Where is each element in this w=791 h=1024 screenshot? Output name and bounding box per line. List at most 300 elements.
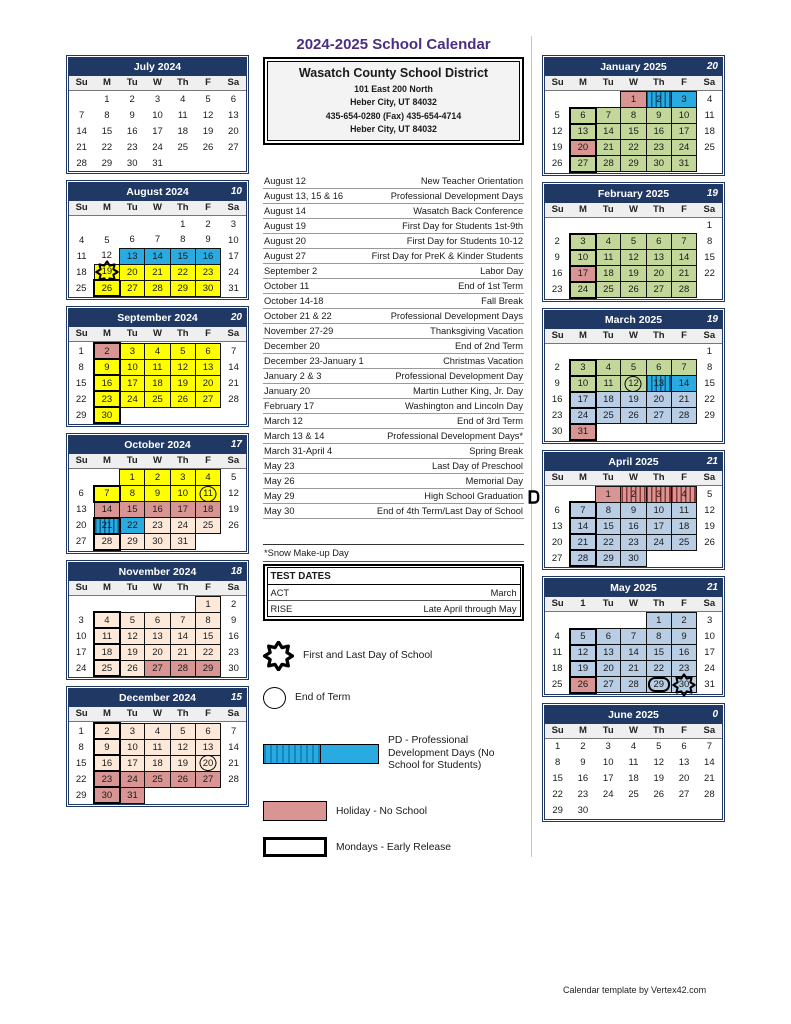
weekday-label: W: [153, 708, 162, 719]
day-cell: 24: [152, 141, 163, 153]
month-october-2024: [66, 433, 249, 554]
day-cell: [596, 218, 621, 234]
weekday-label: W: [629, 203, 638, 215]
day-cell: [671, 218, 696, 234]
weekday-label: Sa: [703, 203, 716, 215]
day-cell: 15: [552, 773, 563, 784]
day-cell: [195, 155, 220, 171]
month-june-2025: [542, 703, 725, 822]
day-cell: 24: [704, 663, 715, 674]
day-cell: 21: [228, 757, 239, 769]
day-cell: [170, 407, 195, 423]
month-header: [69, 183, 246, 201]
day-cell: 2: [129, 93, 135, 105]
day-cell: [596, 424, 621, 440]
event-description: New Teacher Orientation: [420, 176, 523, 187]
month-header: [545, 579, 722, 597]
day-cell: 11: [145, 739, 170, 755]
day-cell: 28: [170, 660, 195, 676]
weekday-label: Sa: [703, 598, 716, 609]
event-row: [263, 234, 524, 249]
day-cell: 24: [120, 391, 145, 407]
day-cell: 27: [570, 156, 595, 172]
day-cell: 5: [170, 343, 195, 359]
event-date: October 11: [264, 281, 310, 292]
day-cell: [697, 424, 722, 440]
district-address-line: Heber City, UT 84032: [350, 124, 437, 134]
day-cell: 13: [678, 757, 690, 768]
event-date: August 20: [264, 236, 306, 247]
day-cell: 20: [120, 264, 145, 280]
event-date: March 12: [264, 415, 303, 426]
day-cell: 26: [570, 677, 595, 693]
day-cell: 25: [177, 141, 189, 153]
weekday-label: Tu: [602, 329, 614, 341]
weekday-label: M: [102, 455, 111, 466]
event-date: January 20: [264, 385, 310, 396]
month-header: [545, 185, 722, 203]
day-cell: 26: [551, 158, 563, 169]
month-name: June 2025: [608, 708, 659, 721]
day-cell: 30: [195, 280, 220, 296]
weekday-label: Su: [551, 77, 564, 88]
day-cell: 27: [646, 408, 671, 424]
weekday-label: W: [153, 202, 162, 213]
day-cell: 28: [76, 157, 87, 169]
month-september-2024: [66, 306, 249, 427]
day-cell: 22: [704, 394, 715, 405]
month-header: [545, 58, 722, 76]
day-cell: 20: [551, 536, 563, 548]
weekday-row: [69, 201, 246, 216]
day-cell: 6: [596, 629, 621, 645]
weekday-label: Th: [176, 202, 189, 213]
day-cell: 8: [104, 109, 110, 121]
day-cell: 15: [101, 125, 113, 137]
day-cell: 15: [75, 377, 87, 389]
event-row: [263, 474, 524, 489]
day-cell: 7: [230, 725, 237, 737]
day-cell: 10: [120, 739, 145, 755]
month-header: [69, 563, 246, 581]
day-cell: 4: [671, 486, 696, 502]
weekday-row: [545, 329, 722, 344]
legend-end-of-term: End of Term: [263, 687, 524, 709]
day-cell: 9: [205, 234, 211, 246]
day-cell: [570, 92, 595, 108]
weekday-label: Th: [176, 77, 189, 88]
event-row: [263, 264, 524, 279]
event-date: December 20: [264, 341, 320, 352]
day-cell: 5: [656, 741, 662, 752]
day-cell: 25: [596, 408, 621, 424]
district-address-line: 101 East 200 North: [354, 83, 433, 94]
day-cell: 7: [170, 612, 195, 628]
graduation-cap-icon: [527, 489, 540, 505]
day-cell: 20: [145, 644, 170, 660]
day-cell: [221, 534, 246, 550]
day-cell: 20: [570, 140, 595, 156]
day-cell: 23: [577, 789, 589, 800]
day-cell: [671, 424, 696, 440]
day-cell: 15: [195, 628, 220, 644]
weekday-label: Th: [652, 329, 665, 341]
day-grid: [69, 722, 246, 804]
day-cell: 16: [577, 773, 589, 784]
day-cell: 17: [170, 502, 195, 518]
legend-first-last-day: First and Last Day of School: [263, 641, 524, 671]
weekday-label: Sa: [703, 77, 716, 88]
day-cell: 16: [145, 502, 170, 518]
legend-holiday: Holiday - No School: [263, 801, 524, 821]
day-cell: [570, 486, 595, 502]
day-cell: 14: [570, 518, 595, 534]
district-info-box: [263, 57, 524, 145]
day-cell: 12: [228, 488, 239, 499]
day-cell: 27: [195, 771, 220, 787]
day-cell: 31: [120, 787, 145, 803]
snow-makeup-note: *Snow Make-up Day: [263, 544, 524, 562]
day-cell: 2: [145, 470, 170, 486]
day-cell: 19: [94, 264, 119, 280]
weekday-label: Sa: [227, 202, 240, 213]
day-cell: 1: [78, 725, 84, 737]
day-grid: [545, 739, 722, 819]
day-cell: 15: [704, 378, 715, 389]
month-name: July 2024: [133, 61, 182, 73]
day-cell: 5: [554, 110, 560, 121]
day-cell: 28: [671, 282, 696, 298]
day-cell: 3: [605, 741, 611, 752]
day-cell: 2: [230, 598, 237, 610]
day-cell: 1: [180, 218, 186, 230]
day-cell: 26: [170, 771, 195, 787]
school-days-count: 17: [230, 439, 242, 450]
day-cell: 21: [671, 392, 696, 408]
day-cell: 27: [75, 536, 87, 547]
event-description: End of 1st Term: [458, 281, 523, 292]
day-cell: 22: [596, 534, 621, 550]
day-cell: 4: [145, 723, 170, 739]
weekday-label: W: [153, 328, 162, 339]
day-cell: 4: [630, 741, 637, 752]
day-cell: 8: [78, 361, 84, 373]
day-cell: 29: [552, 805, 563, 816]
day-cell: [195, 787, 220, 803]
event-row: [263, 399, 524, 414]
day-cell: 22: [195, 644, 220, 660]
day-cell: 31: [671, 156, 696, 172]
weekday-label: M: [578, 724, 587, 736]
day-cell: [596, 803, 621, 819]
day-cell: 23: [145, 518, 170, 534]
day-cell: 9: [646, 108, 671, 124]
day-cell: 1: [706, 346, 712, 357]
month-august-2024: [66, 180, 249, 300]
day-cell: 2: [554, 362, 560, 373]
day-cell: 31: [170, 534, 195, 550]
weekday-label: Sa: [703, 329, 716, 341]
day-cell: 22: [704, 268, 715, 279]
day-cell: [671, 803, 696, 819]
event-date: August 27: [264, 251, 306, 262]
weekday-label: Th: [652, 598, 665, 609]
event-description: Thanksgiving Vacation: [430, 326, 523, 337]
weekday-label: F: [205, 455, 211, 466]
day-cell: 15: [75, 757, 87, 769]
day-cell: 1: [120, 470, 145, 486]
day-cell: 15: [646, 645, 671, 661]
day-grid: [69, 91, 246, 171]
weekday-label: Su: [551, 598, 564, 609]
day-cell: 13: [120, 248, 145, 264]
day-cell: [221, 787, 246, 803]
day-cell: 25: [145, 391, 170, 407]
event-description: Labor Day: [480, 266, 523, 277]
day-cell: 24: [671, 140, 696, 156]
school-days-count: 18: [230, 565, 242, 577]
month-header: [69, 436, 246, 454]
day-cell: 3: [154, 93, 161, 105]
day-cell: 15: [596, 518, 621, 534]
day-cell: 27: [646, 282, 671, 298]
day-cell: 6: [145, 612, 170, 628]
school-days-count: 21: [706, 455, 718, 467]
day-cell: 11: [671, 502, 696, 518]
month-name: September 2024: [117, 312, 198, 324]
day-cell: 9: [94, 359, 119, 375]
day-cell: 22: [75, 773, 87, 785]
day-cell: [120, 596, 145, 612]
test-dates-title: TEST DATES: [268, 568, 520, 585]
day-cell: [621, 218, 646, 234]
day-cell: 9: [580, 757, 586, 768]
day-cell: 19: [621, 392, 646, 408]
day-cell: 23: [94, 771, 119, 787]
weekday-row: [545, 76, 722, 91]
day-cell: 26: [704, 536, 715, 548]
day-cell: 25: [551, 679, 563, 690]
day-cell: 25: [628, 789, 639, 800]
day-cell: 27: [120, 280, 145, 296]
day-cell: 27: [195, 391, 220, 407]
day-cell: 11: [628, 757, 639, 768]
day-cell: 20: [75, 520, 87, 531]
weekday-row: [545, 724, 722, 739]
weekday-label: Sa: [703, 471, 716, 483]
event-date: October 21 & 22: [264, 311, 332, 322]
month-january-2025: [542, 55, 725, 176]
month-name: May 2025: [610, 582, 657, 594]
day-cell: 2: [646, 92, 671, 108]
day-cell: 26: [202, 141, 214, 153]
event-description: End of 2nd Term: [454, 341, 523, 352]
day-cell: 29: [75, 409, 87, 421]
weekday-label: F: [205, 77, 211, 88]
day-cell: 22: [120, 518, 145, 534]
weekday-label: Th: [652, 471, 665, 483]
month-header: [545, 311, 722, 329]
day-cell: 29: [120, 534, 145, 550]
event-description: Professional Development Days: [390, 191, 523, 202]
event-row: [263, 219, 524, 234]
day-cell: 1: [706, 220, 712, 231]
weekday-label: M: [102, 77, 111, 88]
day-cell: [221, 407, 246, 423]
day-cell: 23: [195, 264, 220, 280]
day-cell: 13: [195, 359, 220, 375]
weekday-label: Su: [75, 77, 88, 88]
day-cell: 14: [704, 757, 715, 768]
day-cell: 29: [621, 156, 646, 172]
event-description: High School Graduation: [424, 490, 523, 501]
day-cell: 12: [621, 250, 646, 266]
day-cell: 9: [94, 739, 119, 755]
day-cell: 22: [75, 393, 87, 405]
day-cell: 23: [126, 141, 138, 153]
day-cell: 18: [145, 375, 170, 391]
test-dates-row: RISE Late April through May: [270, 603, 517, 614]
day-cell: 22: [552, 789, 563, 800]
day-cell: 14: [94, 502, 119, 518]
weekday-label: Su: [551, 329, 564, 341]
graduation-marker: [648, 677, 670, 692]
day-cell: [545, 613, 570, 629]
event-date: October 14-18: [264, 296, 324, 307]
day-cell: 2: [621, 486, 646, 502]
day-cell: 4: [596, 234, 621, 250]
month-name: March 2025: [604, 313, 663, 326]
day-cell: 8: [195, 612, 220, 628]
day-cell: 12: [170, 359, 195, 375]
day-cell: 9: [230, 614, 237, 626]
day-cell: 2: [94, 343, 119, 359]
day-cell: 12: [202, 109, 214, 121]
day-cell: 12: [621, 376, 646, 392]
day-cell: 19: [621, 266, 646, 282]
event-date: January 2 & 3: [264, 370, 322, 381]
event-row: [263, 339, 524, 354]
month-april-2025: [542, 450, 725, 571]
day-cell: 14: [145, 248, 170, 264]
event-date: February 17: [264, 400, 315, 411]
weekday-row: [69, 76, 246, 91]
day-cell: 26: [228, 520, 239, 531]
day-cell: 6: [195, 723, 220, 739]
weekday-label: Th: [652, 77, 665, 88]
month-header: [69, 689, 246, 707]
day-cell: 17: [228, 250, 239, 262]
weekday-label: M: [102, 328, 111, 339]
monday-swatch: [263, 837, 327, 857]
day-cell: 22: [646, 661, 671, 677]
day-cell: 8: [554, 757, 561, 768]
school-days-count: 20: [706, 61, 718, 72]
weekday-label: Tu: [126, 328, 138, 339]
day-cell: 10: [228, 234, 239, 246]
day-cell: 10: [170, 486, 195, 502]
day-cell: 4: [145, 343, 170, 359]
day-cell: 5: [621, 234, 646, 250]
weekday-label: Su: [551, 471, 564, 483]
day-cell: 29: [596, 550, 621, 566]
event-description: Washington and Lincoln Day: [404, 400, 523, 411]
day-cell: 22: [621, 140, 646, 156]
day-cell: 29: [195, 660, 220, 676]
event-description: Spring Break: [469, 445, 523, 456]
day-cell: 11: [177, 109, 188, 121]
weekday-label: W: [153, 77, 162, 88]
day-cell: [596, 613, 621, 629]
day-cell: 31: [228, 282, 239, 294]
day-cell: 16: [551, 268, 563, 279]
day-cell: 21: [170, 644, 195, 660]
event-row: [263, 354, 524, 369]
month-may-2025: [542, 576, 725, 697]
day-cell: 5: [230, 472, 237, 483]
day-cell: 1: [596, 486, 621, 502]
day-cell: [69, 91, 94, 107]
event-date: August 13, 15 & 16: [264, 191, 344, 202]
day-cell: 1: [104, 93, 110, 105]
weekday-label: F: [205, 581, 211, 593]
month-name: January 2025: [600, 61, 667, 73]
month-name: December 2024: [118, 692, 197, 704]
weekday-label: Tu: [126, 77, 138, 88]
weekday-label: Sa: [227, 581, 240, 593]
day-cell: 2: [580, 741, 586, 752]
district-address-line: Heber City, UT 84032: [350, 97, 437, 107]
day-cell: 16: [126, 125, 138, 137]
day-cell: [646, 550, 671, 566]
day-cell: 1: [554, 741, 561, 752]
day-cell: 5: [104, 234, 110, 246]
weekday-label: F: [681, 203, 687, 215]
day-cell: [646, 803, 671, 819]
day-cell: 19: [570, 661, 595, 677]
day-cell: 12: [101, 250, 112, 262]
weekday-row: [545, 597, 722, 612]
event-row: [263, 189, 524, 204]
day-cell: 29: [101, 157, 113, 169]
day-cell: 13: [570, 124, 595, 140]
event-row: [263, 489, 524, 504]
day-cell: 30: [646, 156, 671, 172]
event-row: [263, 429, 524, 444]
day-cell: 30: [228, 662, 239, 674]
day-cell: 3: [671, 92, 696, 108]
day-cell: 10: [75, 630, 87, 642]
day-cell: 19: [202, 125, 214, 137]
day-cell: 24: [75, 662, 87, 674]
day-cell: 21: [621, 661, 646, 677]
day-cell: 24: [228, 266, 239, 278]
day-cell: 1: [646, 613, 671, 629]
day-cell: 23: [671, 661, 696, 677]
day-cell: 6: [570, 108, 595, 124]
event-description: First Day for Students 1st-9th: [402, 221, 523, 232]
weekday-label: F: [681, 329, 687, 341]
day-grid: [545, 218, 722, 299]
event-row: [263, 294, 524, 309]
event-description: Christmas Vacation: [443, 356, 523, 366]
left-month-column: [66, 55, 249, 813]
day-cell: 25: [704, 142, 715, 153]
day-cell: 23: [621, 534, 646, 550]
weekday-label: M: [578, 203, 587, 215]
day-cell: 25: [75, 282, 87, 294]
day-cell: 20: [678, 773, 690, 784]
